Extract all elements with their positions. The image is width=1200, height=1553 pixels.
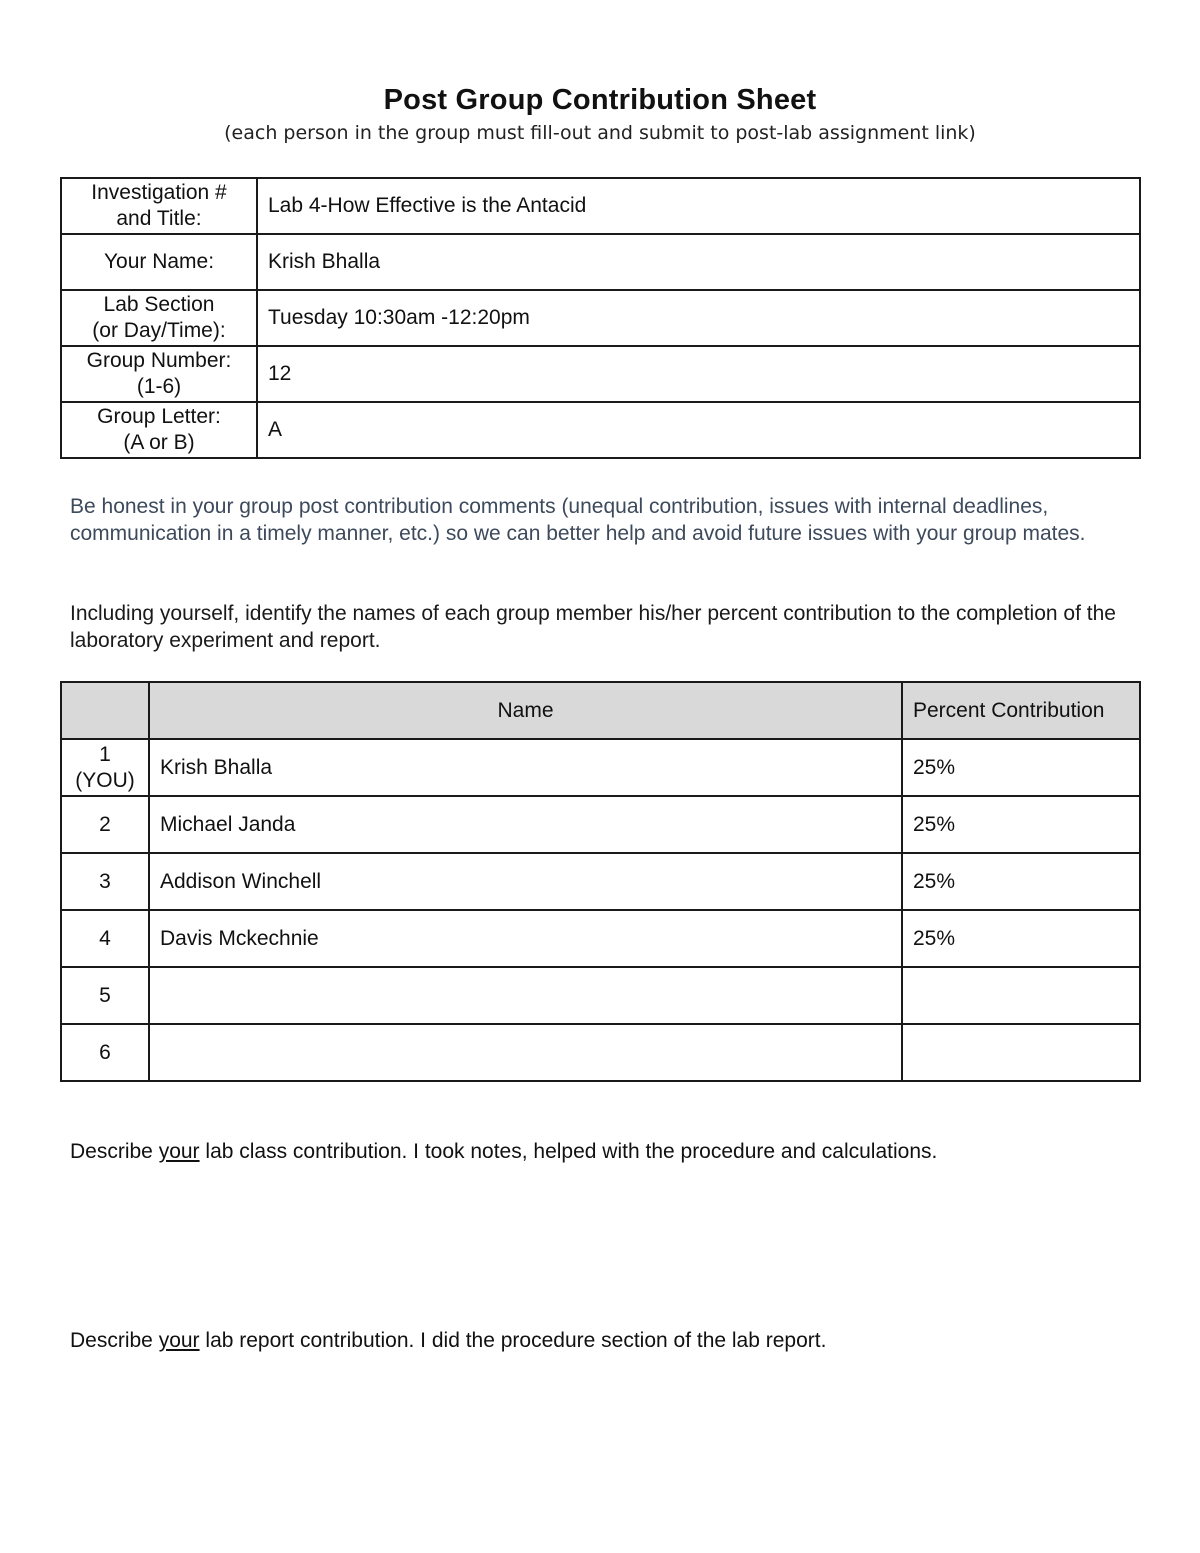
- group-letter-field[interactable]: A: [257, 402, 1140, 458]
- member-name-field[interactable]: [149, 967, 902, 1024]
- member-name-field[interactable]: Michael Janda: [149, 796, 902, 853]
- section-field[interactable]: Tuesday 10:30am -12:20pm: [257, 290, 1140, 346]
- name-field[interactable]: Krish Bhalla: [257, 234, 1140, 290]
- class-description-emphasis: your: [158, 1140, 200, 1163]
- name-label: Your Name:: [61, 234, 257, 290]
- investigation-label-line1: Investigation #: [91, 181, 227, 204]
- page-subtitle: (each person in the group must fill-out and submit to post-lab assignment link): [224, 122, 976, 144]
- info-row-group-letter: [61, 402, 1140, 458]
- group-number-field[interactable]: 12: [257, 346, 1140, 402]
- row-number: 6: [61, 1024, 149, 1081]
- report-description-emphasis: your: [158, 1329, 200, 1352]
- investigation-field[interactable]: Lab 4-How Effective is the Antacid: [257, 178, 1140, 234]
- info-row-section: [61, 290, 1140, 346]
- member-percent-field[interactable]: [902, 1024, 1140, 1081]
- investigation-label-line2: and Title:: [116, 207, 202, 230]
- class-contribution-description: [70, 1140, 1150, 1164]
- page-title: Post Group Contribution Sheet: [383, 84, 817, 116]
- group-letter-label: [61, 402, 257, 458]
- header-percent: Percent Contribution: [902, 682, 1140, 739]
- table-row: [61, 796, 1140, 853]
- table-row: [61, 739, 1140, 796]
- member-percent-field[interactable]: 25%: [902, 853, 1140, 910]
- group-number-label: [61, 346, 257, 402]
- class-description-prefix: Describe: [70, 1140, 159, 1163]
- row-number: [61, 739, 149, 796]
- member-percent-field[interactable]: 25%: [902, 910, 1140, 967]
- section-label: [61, 290, 257, 346]
- honesty-instructions: Be honest in your group post contribution comments (unequal contribution, issues with internal deadlines, communication in a timely manner, etc.) so we can better help and avoid future issues with your group mates.: [70, 495, 1086, 545]
- report-description-prefix: Describe: [70, 1329, 159, 1352]
- member-name-field[interactable]: Krish Bhalla: [149, 739, 902, 796]
- group-letter-label-line1: Group Letter:: [97, 405, 221, 428]
- info-row-group-number: [61, 346, 1140, 402]
- row-number: 2: [61, 796, 149, 853]
- member-percent-field[interactable]: 25%: [902, 739, 1140, 796]
- table-row: [61, 1024, 1140, 1081]
- info-table: [60, 177, 1141, 459]
- row-number: 5: [61, 967, 149, 1024]
- row-number: 4: [61, 910, 149, 967]
- contribution-header-row: [61, 682, 1140, 739]
- row-number: 3: [61, 853, 149, 910]
- group-number-label-line1: Group Number:: [86, 349, 232, 372]
- group-letter-label-line2: (A or B): [123, 431, 195, 454]
- member-percent-field[interactable]: [902, 967, 1140, 1024]
- identify-instructions: Including yourself, identify the names of each group member his/her percent contribution to the completion of the laboratory experiment and report.: [70, 602, 1116, 652]
- row-you-tag: (YOU): [75, 768, 135, 792]
- contribution-table: [60, 681, 1141, 1082]
- report-description-text[interactable]: lab report contribution. I did the procedure section of the lab report.: [199, 1329, 827, 1352]
- member-percent-field[interactable]: 25%: [902, 796, 1140, 853]
- member-name-field[interactable]: Davis Mckechnie: [149, 910, 902, 967]
- table-row: [61, 967, 1140, 1024]
- member-name-field[interactable]: Addison Winchell: [149, 853, 902, 910]
- info-row-name: [61, 234, 1140, 290]
- class-description-text[interactable]: lab class contribution. I took notes, helped with the procedure and calculations.: [199, 1140, 938, 1163]
- member-name-field[interactable]: [149, 1024, 902, 1081]
- table-row: [61, 910, 1140, 967]
- row-number-value: 1: [99, 742, 111, 766]
- group-number-label-line2: (1-6): [136, 375, 182, 398]
- section-label-line2: (or Day/Time):: [92, 319, 226, 342]
- investigation-label: [61, 178, 257, 234]
- table-row: [61, 853, 1140, 910]
- header-name: Name: [149, 682, 902, 739]
- report-contribution-description: [70, 1329, 1150, 1353]
- info-row-investigation: [61, 178, 1140, 234]
- header-number: [61, 682, 149, 739]
- section-label-line1: Lab Section: [103, 293, 215, 316]
